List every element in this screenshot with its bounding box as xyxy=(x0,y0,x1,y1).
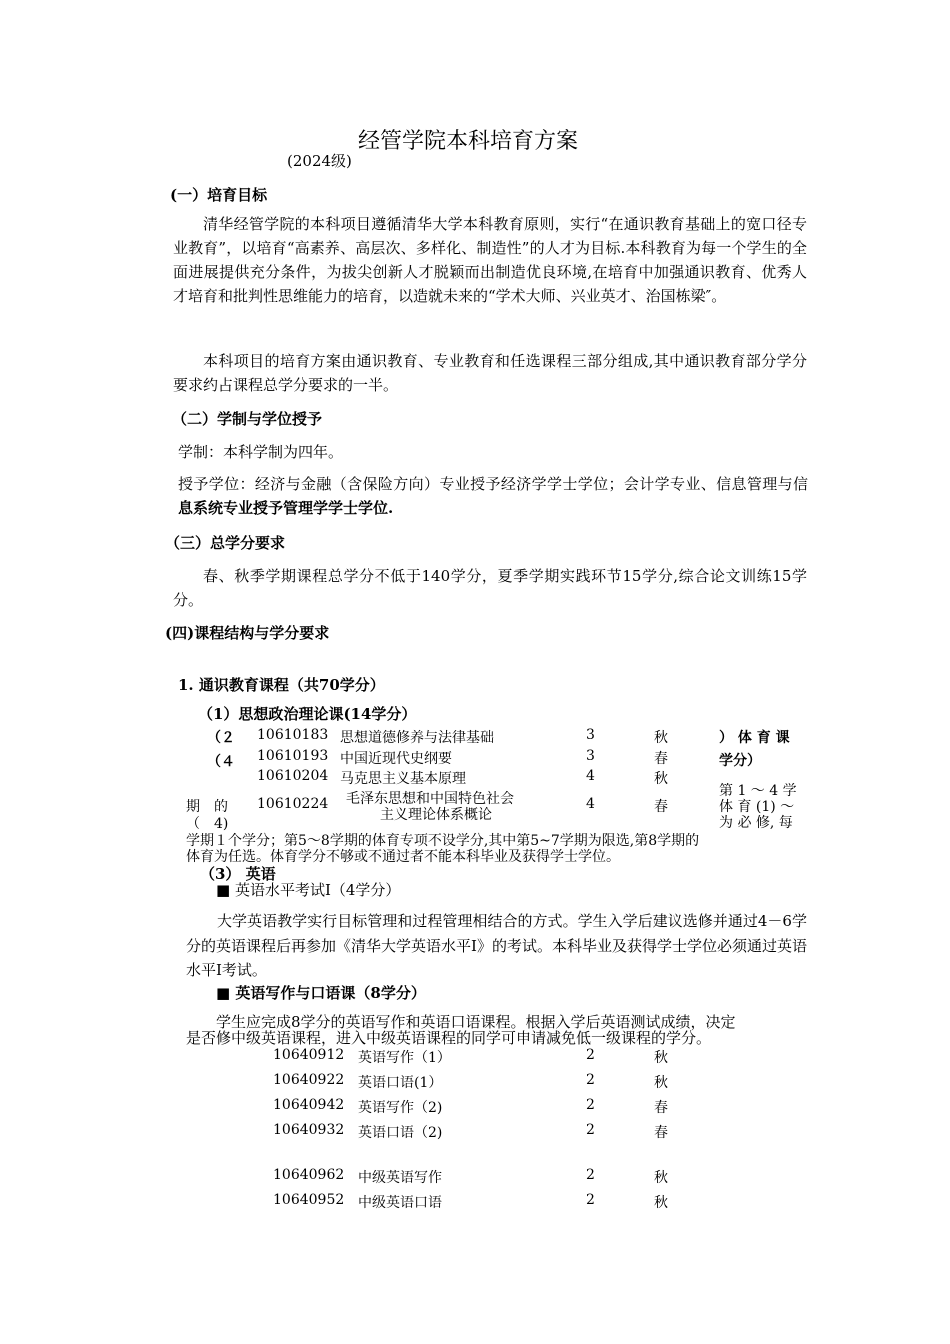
course-code: 10610224 xyxy=(257,796,329,812)
course-credits: 2 xyxy=(586,1167,595,1183)
course-credits: 2 xyxy=(586,1047,595,1063)
duration-text: 学制：本科学制为四年。 xyxy=(178,443,344,461)
course-code: 10610193 xyxy=(257,748,329,764)
page-title: 经管学院本科培育方案 xyxy=(358,129,579,154)
course-name: 马克思主义基本原理 xyxy=(340,771,466,787)
course-term: 秋 xyxy=(654,1195,668,1211)
left-fragment: （４ xyxy=(207,754,235,770)
course-code: 10610204 xyxy=(257,768,329,784)
english-exam-heading: ■ 英语水平考试Ⅰ（4学分） xyxy=(216,881,401,899)
course-term: 秋 xyxy=(654,1170,668,1186)
section-3-paragraph: 春、秋季学期课程总学分不低于140学分，夏季学期实践环节15学分,综合论文训练15学分。 xyxy=(173,567,807,609)
course-name: 英语写作（2) xyxy=(358,1100,443,1116)
section-1-paragraph-1: 清华经管学院的本科项目遵循清华大学本科教育原则，实行“在通识教育基础上的宽口径专业教育”，以培育“高素养、高层次、多样化、制造性”的人才为目标.本科教育为每一个学生的全面进展提供充分条件，为拔尖创新人才脱颖而出制造优良环境,在培育中加强通识教育、优秀人才培育和批判性思维能力的培育，以造就未来的“学术大师、兴业英才、治国栋梁″。 xyxy=(173,215,807,305)
politics-heading: （1）思想政治理论课(14学分） xyxy=(198,705,417,723)
course-term: 秋 xyxy=(654,771,668,787)
left-fragment: （２ xyxy=(207,730,235,746)
right-fragment: 体 育 (1) ～ xyxy=(719,799,795,815)
left-fragment: （ 4) xyxy=(186,816,229,832)
course-name: 英语写作（1） xyxy=(358,1050,451,1066)
section-4-heading: (四)课程结构与学分要求 xyxy=(165,624,330,642)
pe-note-line-1: 学期１个学分；第5～8学期的体育专项不设学分,其中第5~7学期为限选,第8学期的 xyxy=(186,833,700,849)
degree-text xyxy=(178,472,808,520)
pe-note-line-2: 体育为任选。体育学分不够或不通过者不能本科毕业及获得学士学位。 xyxy=(186,849,620,865)
english-writing-speaking-heading: ■ 英语写作与口语课（8学分） xyxy=(216,984,426,1002)
course-credits: 2 xyxy=(586,1122,595,1138)
right-fragment: 为 必 修, 每 xyxy=(719,815,793,831)
course-code: 10640922 xyxy=(273,1072,345,1088)
degree-text-part-b: 息系统专业授予管理学学士学位. xyxy=(178,499,394,517)
course-term: 春 xyxy=(654,799,668,815)
course-credits: 4 xyxy=(586,796,595,812)
course-code: 10640952 xyxy=(273,1192,345,1208)
course-credits: 2 xyxy=(586,1072,595,1088)
english-course-note-line-2: 是否修中级英语课程，进入中级英语课程的同学可申请减免低一级课程的学分。 xyxy=(186,1029,712,1047)
grade-label: (2024级) xyxy=(287,152,352,170)
course-term: 秋 xyxy=(654,730,668,746)
english-exam-paragraph: 大学英语教学实行目标管理和过程管理相结合的方式。学生入学后建议选修并通过4－6学分的英语课程后再参加《清华大学英语水平Ⅰ》的考试。本科毕业及获得学士学位必须通过英语水平Ⅰ考试。 xyxy=(186,912,807,979)
course-code: 10640962 xyxy=(273,1167,345,1183)
course-credits: 3 xyxy=(586,727,595,743)
course-name: 英语口语（2) xyxy=(358,1125,443,1141)
section-3-heading: （三）总学分要求 xyxy=(165,534,286,552)
course-credits: 2 xyxy=(586,1097,595,1113)
course-code: 10640932 xyxy=(273,1122,345,1138)
right-fragment: 第 1 ～ 4 学 xyxy=(719,783,797,799)
course-term: 春 xyxy=(654,1125,668,1141)
course-name: 中级英语口语 xyxy=(358,1195,442,1211)
right-fragment: 学分） xyxy=(719,753,761,769)
right-fragment: ） 体 育 课 xyxy=(719,730,790,746)
section-2-heading: （二）学制与学位授予 xyxy=(172,410,323,428)
course-name-line-2: 主义理论体系概论 xyxy=(380,807,492,823)
english-course-note-line-1: 学生应完成8学分的英语写作和英语口语课程。根据入学后英语测试成绩，决定 xyxy=(216,1013,736,1031)
course-term: 春 xyxy=(654,1100,668,1116)
course-code: 10610183 xyxy=(257,727,329,743)
course-credits: 3 xyxy=(586,748,595,764)
course-term: 秋 xyxy=(654,1075,668,1091)
course-code: 10640942 xyxy=(273,1097,345,1113)
section-1-heading: (一）培育目标 xyxy=(170,186,268,204)
course-name: 思想道德修养与法律基础 xyxy=(340,730,494,746)
course-code: 10640912 xyxy=(273,1047,345,1063)
left-fragment: 期 的 xyxy=(186,799,228,815)
course-term: 春 xyxy=(654,751,668,767)
general-education-heading: 1. 通识教育课程（共70学分） xyxy=(178,676,385,694)
degree-text-part-a: 授予学位：经济与金融（含保险方向）专业授予经济学学士学位；会计学专业、信息管理与信 xyxy=(178,475,808,493)
course-name: 中国近现代史纲要 xyxy=(340,751,452,767)
course-name-line-1: 毛泽东思想和中国特色社会 xyxy=(346,791,514,807)
course-term: 秋 xyxy=(654,1050,668,1066)
section-1-paragraph-2: 本科项目的培育方案由通识教育、专业教育和任选课程三部分组成,其中通识教育部分学分要求约占课程总学分要求的一半。 xyxy=(173,352,807,394)
course-credits: 4 xyxy=(586,768,595,784)
english-heading: （3） 英语 xyxy=(200,865,276,883)
course-name: 英语口语(1） xyxy=(358,1075,443,1091)
course-credits: 2 xyxy=(586,1192,595,1208)
course-name: 中级英语写作 xyxy=(358,1170,442,1186)
